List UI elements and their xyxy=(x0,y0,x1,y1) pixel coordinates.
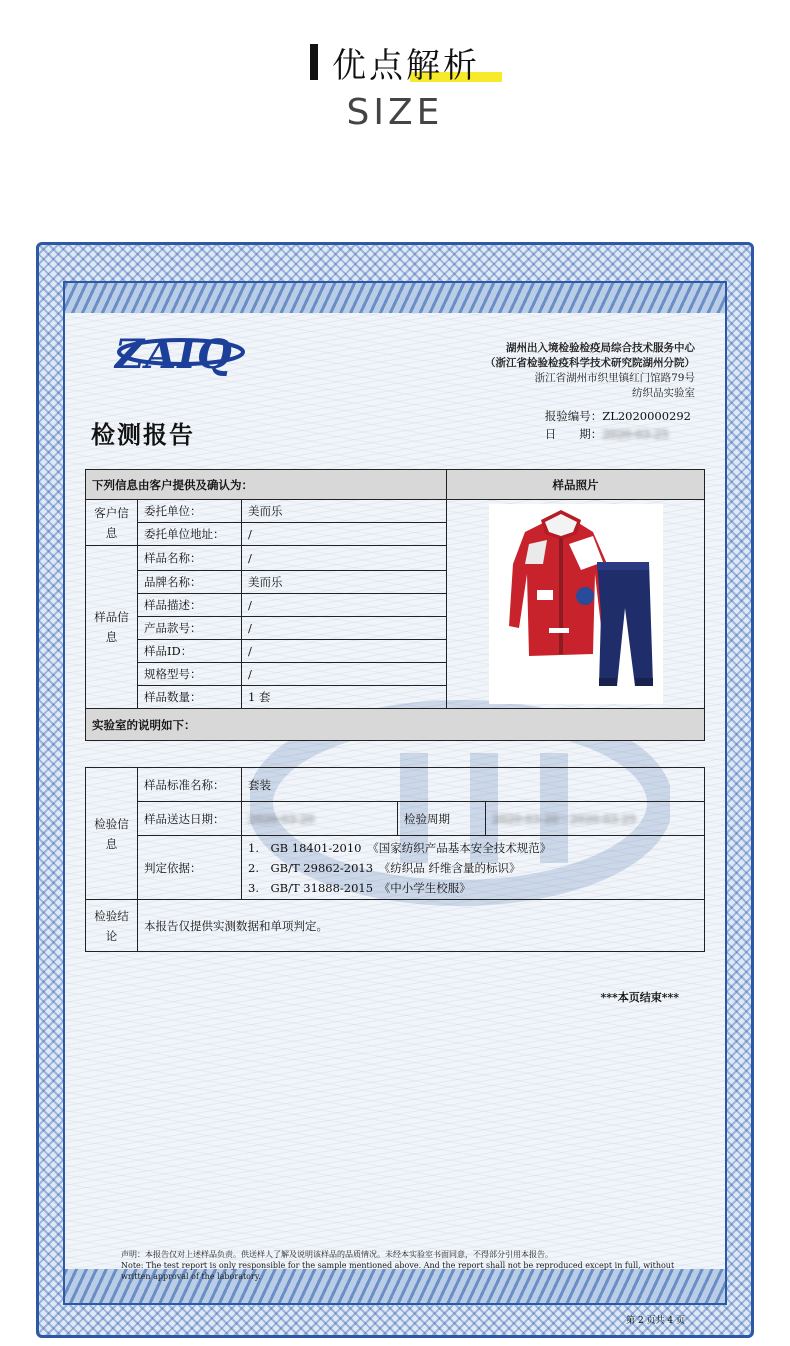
guilloche-strip-top xyxy=(65,283,725,313)
field-label: 判定依据： xyxy=(138,836,242,900)
client-info-table xyxy=(85,469,705,741)
report-date: 2020-03-25 xyxy=(602,427,669,441)
field-value: / xyxy=(242,523,447,546)
field-label: 品牌名称： xyxy=(138,571,242,594)
header-title-group xyxy=(310,38,480,86)
period-label: 检验周期 xyxy=(398,802,486,836)
report-title-row xyxy=(85,409,705,455)
field-label: 委托单位地址： xyxy=(138,523,242,546)
field-value: 美而乐 xyxy=(242,571,447,594)
field-value: / xyxy=(242,640,447,663)
field-label: 样品标准名称： xyxy=(138,768,242,802)
certificate-body xyxy=(63,281,727,1326)
basis-list xyxy=(242,836,705,900)
page-end-note: ***本页结束*** xyxy=(600,991,679,1004)
page-header xyxy=(0,38,790,133)
page-title: 优点解析 xyxy=(332,45,480,86)
sample-photo-cell xyxy=(447,500,705,709)
report-meta xyxy=(545,407,691,443)
test-report-certificate xyxy=(36,242,754,1338)
field-value: 美而乐 xyxy=(242,500,447,523)
logo-text: ZAIQ xyxy=(115,331,233,378)
report-no-label: 报验编号： xyxy=(544,409,603,423)
institution-line: （浙江省检验检疫科学技术研究院湖州分院） xyxy=(485,357,695,369)
field-label: 样品名称： xyxy=(138,546,242,571)
field-value: / xyxy=(242,617,447,640)
disclaimer-cn: 声明：本报告仅对上述样品负责。供送样人了解及说明该样品的品质情况。未经本实验室书面同意，不得部分引用本报告。 xyxy=(121,1250,553,1259)
field-label: 样品数量： xyxy=(138,686,242,709)
field-value: 1 套 xyxy=(242,686,447,709)
report-no: ZL2020000292 xyxy=(602,409,691,423)
field-value: / xyxy=(242,594,447,617)
institution-line: 浙江省湖州市织里镇红门馆路79号 xyxy=(534,372,695,384)
basis-item: 1. GB 18401-2010 《国家纺织产品基本安全技术规范》 xyxy=(248,840,552,855)
field-value: / xyxy=(242,663,447,686)
field-label: 样品描述： xyxy=(138,594,242,617)
conclusion-category: 检验结论 xyxy=(86,900,138,952)
photo-header: 样品照片 xyxy=(447,470,705,500)
field-label: 规格型号： xyxy=(138,663,242,686)
basis-item: 2. GB/T 29862-2013 《纺织品 纤维含量的标识》 xyxy=(248,860,521,875)
institution-block xyxy=(485,341,695,401)
send-date-value: 2020-03-20 xyxy=(248,811,315,826)
sample-photo xyxy=(489,504,663,704)
page-subtitle: SIZE xyxy=(346,92,444,133)
title-accent-bar xyxy=(310,44,318,80)
conclusion-text: 本报告仅提供实测数据和单项判定。 xyxy=(138,900,705,952)
institution-line: 纺织品实验室 xyxy=(632,387,695,399)
disclaimer xyxy=(121,1249,681,1282)
zaiq-logo xyxy=(115,325,245,377)
basis-item: 3. GB/T 31888-2015 《中小学生校服》 xyxy=(248,880,471,895)
institution-line: 湖州出入境检验检疫局综合技术服务中心 xyxy=(506,342,695,354)
field-value: / xyxy=(242,546,447,571)
school-uniform-image xyxy=(489,504,663,704)
field-value: 套装 xyxy=(242,768,705,802)
field-label: 样品ID： xyxy=(138,640,242,663)
period-value: 2020-03-20～2020-03-25 xyxy=(492,811,637,826)
inspection-table xyxy=(85,767,705,952)
date-label: 日 期： xyxy=(544,427,603,441)
sample-category: 样品信息 xyxy=(86,546,138,709)
inspect-category: 检验信息 xyxy=(86,768,138,900)
lab-section-header: 实验室的说明如下： xyxy=(86,709,705,741)
disclaimer-en: Note: The test report is only responsible for the sample mentioned above. And the report shall not be reproduced except in full, without written approval of the laboratory. xyxy=(121,1261,675,1281)
field-label: 委托单位： xyxy=(138,500,242,523)
page-number: 第 2 页共 4 页 xyxy=(626,1316,685,1326)
client-section-header: 下列信息由客户提供及确认为： xyxy=(86,470,447,500)
field-label: 样品送达日期： xyxy=(138,802,242,836)
client-category: 客户信息 xyxy=(86,500,138,546)
field-label: 产品款号： xyxy=(138,617,242,640)
report-title: 检测报告 xyxy=(91,421,195,449)
